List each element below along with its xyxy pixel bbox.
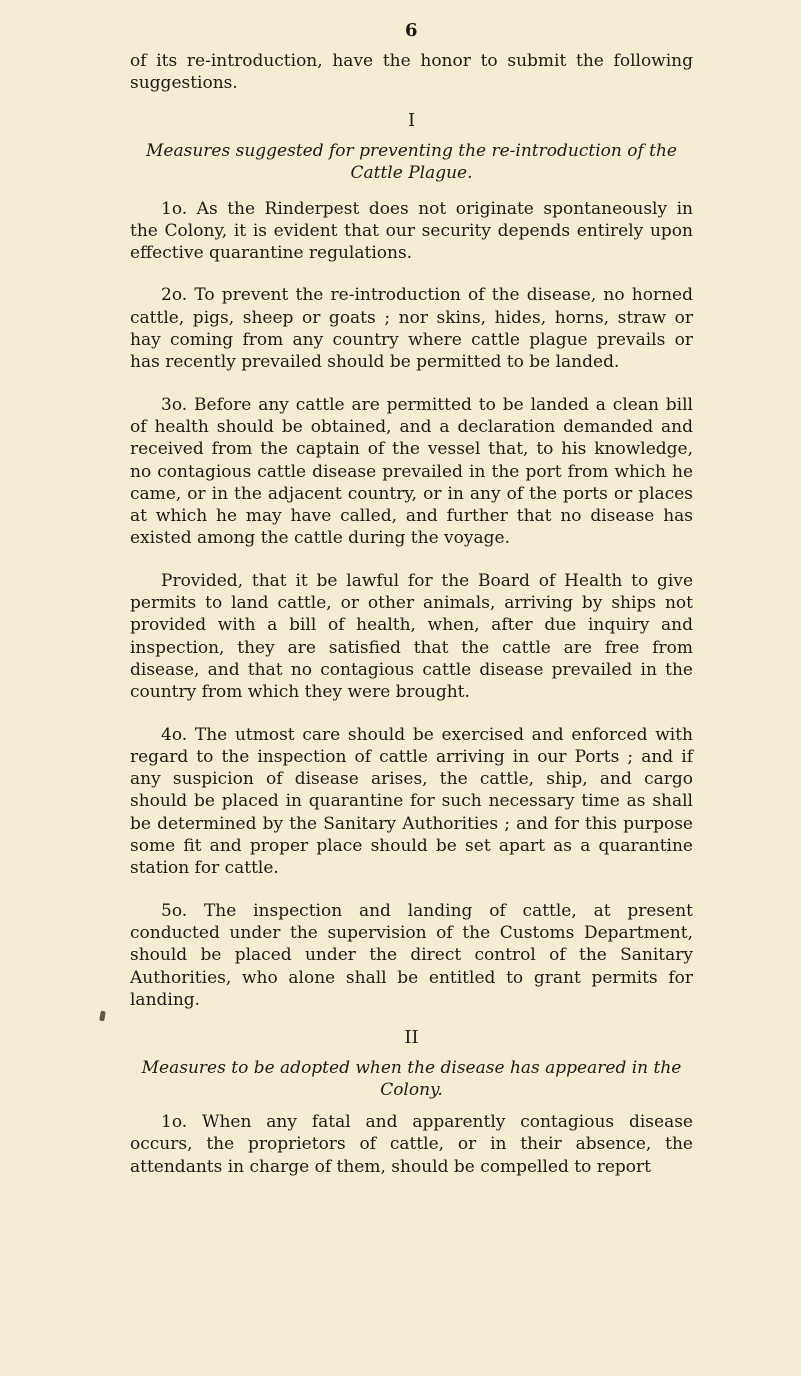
section-two-numeral: II bbox=[404, 1027, 419, 1049]
section-one-title: Measures suggested for preventing the re-introduction of the Cattle Plague. bbox=[146, 140, 677, 183]
paragraph-4o-inspection: 4o. The utmost care should be exercised and enforced with regard to the inspection of cattle arriving in our Ports ; and if any suspicion of disease arises, the cattle, ship, and cargo should be placed in quarantine for such necessary time as shall be determined by the Sanitary Authorities ; and for this purpose some fit and proper place should be set apart as a quarantine station for cattle. bbox=[130, 724, 693, 879]
paragraph-proviso-board-of-health: Provided, that it be lawful for the Board of Health to give permits to land cattle, or other animals, arriving by ships not provided with a bill of health, when, after due inquiry and inspection, they are satisfied that the cattle are free from disease, and that no contagious cattle disease prevailed in the country from which they were brought. bbox=[130, 570, 693, 703]
paragraph-2o-prevent-reintroduction: 2o. To prevent the re-introduction of the disease, no horned cattle, pigs, sheep or goats ; nor skins, hides, horns, straw or hay coming from any country where cattle plague prevails or has recently prevailed should be permitted to be landed. bbox=[130, 285, 693, 373]
section-one-numeral: I bbox=[407, 109, 416, 131]
opening-paragraph: of its re-introduction, have the honor to submit the following suggestions. bbox=[130, 51, 693, 94]
paragraph-1o-security: 1o. As the Rinderpest does not originate spontaneously in the Colony, it is evident that our security depends entirely upon effective quarantine regulations. bbox=[130, 198, 693, 264]
paragraph-3o-clean-bill-of-health: 3o. Before any cattle are permitted to be landed a clean bill of health should be obtained, and a declaration demanded and received from the captain of the vessel that, to his knowledge, no contagious cattle disease prevailed in the port from which he came, or in the adjacent country, or in any of the ports or places at which he may have called, and further that no disease has existed among the cattle during the voyage. bbox=[130, 394, 693, 549]
paragraph-1o-fatal-disease: 1o. When any fatal and apparently contagious disease occurs, the proprietors of cattle, or in their absence, the attendants in charge of them, should be compelled to report bbox=[130, 1112, 693, 1177]
paragraph-5o-sanitary-authorities: 5o. The inspection and landing of cattle, at present conducted under the supervision of the Customs Department, should be placed under the direct control of the Sanitary Authorities, who alone shall be entitled to grant permits for landing. bbox=[130, 900, 693, 1010]
section-two-title: Measures to be adopted when the disease has appeared in the Colony. bbox=[141, 1058, 682, 1101]
page-number: 6 bbox=[404, 20, 419, 41]
